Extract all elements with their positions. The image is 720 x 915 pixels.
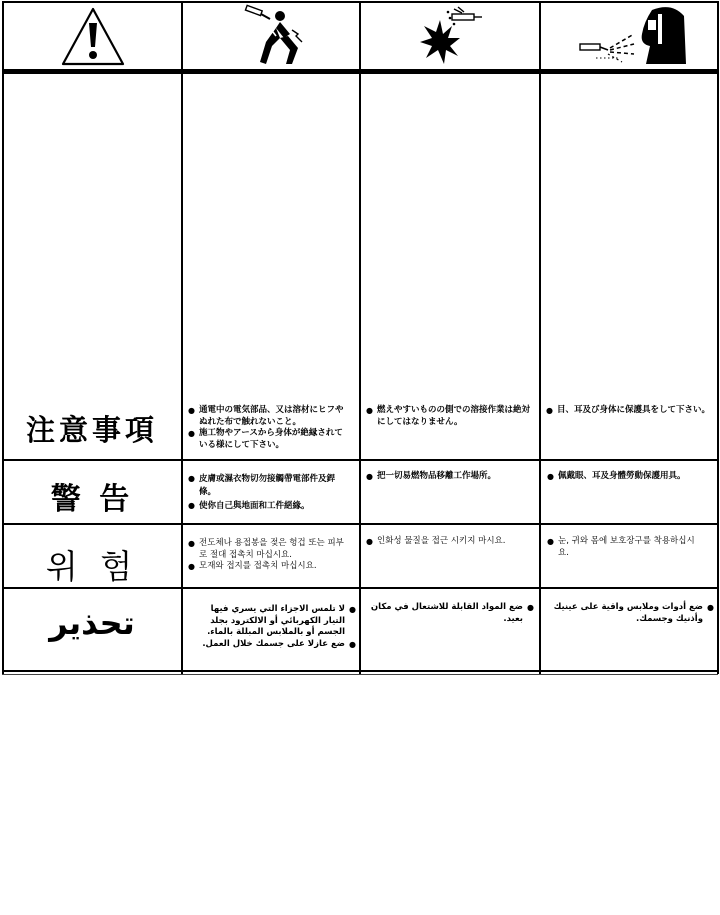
row-label: 注意事項 — [25, 413, 158, 447]
cell-ko-electric — [188, 538, 352, 573]
cell-zh-fire — [366, 471, 532, 483]
cell-ko-fire — [366, 536, 536, 548]
bullet-text: ● 모재와 접지를 접촉치 마십시요. — [188, 561, 352, 573]
electric-shock-icon — [236, 4, 308, 68]
bullet-text: ● ضع أدوات وملابس واقية على عينيك وأذنيك وجسمك. — [544, 602, 714, 625]
table-right-border — [717, 1, 719, 674]
cell-ko-rays — [547, 536, 697, 559]
cell-ar-fire — [364, 602, 534, 625]
row-label: 위 험 — [45, 547, 139, 586]
cell-ja-fire — [366, 405, 532, 428]
bullet-text: ● ضع المواد القابلة للاشتعال في مكان بعيد. — [364, 602, 534, 625]
bullet-text: ● ضع عازلا على جسمك خلال العمل. — [196, 639, 356, 651]
bullet-text: ● 使你自己與地面和工件絕緣。 — [188, 500, 348, 513]
label-chinese — [2, 474, 182, 518]
row-label: تحذير — [49, 604, 135, 642]
cell-ja-rays — [546, 405, 710, 417]
cell-ja-electric — [188, 405, 350, 451]
column-divider — [539, 1, 541, 674]
bullet-text: ● 전도체나 용접봉을 젖은 헝겁 또는 피부로 절대 접촉치 마십시요. — [188, 538, 352, 561]
bullet-text: ● 把一切易燃物品移離工作場所。 — [366, 471, 532, 483]
cell-ar-rays — [544, 602, 714, 625]
bullet-text: ● 佩戴眼、耳及身體勞動保護用具。 — [547, 471, 713, 483]
bullet-text: ● 通電中の電気部品、又は溶材にヒフやぬれた布で触れないこと。 — [188, 405, 350, 428]
bullet-text: ● 皮膚或濕衣物切勿接觸帶電部件及銲條。 — [188, 473, 348, 498]
bullet-text: ● 燃えやすいものの側での溶接作業は絶対にしてはなりません。 — [366, 405, 532, 428]
cell-zh-electric — [188, 473, 348, 513]
cell-ar-electric — [196, 604, 356, 650]
arc-rays-face-shield-icon — [578, 4, 702, 68]
warning-triangle-icon — [60, 4, 126, 68]
row-label: 警 告 — [50, 482, 134, 517]
label-korean — [2, 541, 182, 588]
label-japanese — [2, 408, 182, 449]
cell-zh-rays — [547, 471, 713, 483]
bullet-text: ● لا تلمس الاجزاء التي يسري فيها التيار الكهربائي أو الالكترود بجلد الجسم أو بالملابس المبللة بالماء. — [196, 604, 356, 639]
table-bottom-rule — [2, 674, 718, 675]
column-divider — [359, 1, 361, 674]
bullet-text: ● 인화성 물질을 접근 시키지 마시요. — [366, 536, 536, 548]
label-arabic — [2, 604, 182, 642]
bullet-text: ● 施工物やアースから身体が絶縁されている様にして下さい。 — [188, 428, 350, 451]
fire-explosion-icon — [414, 4, 486, 68]
bullet-text: ● 目、耳及び身体に保護具をして下さい。 — [546, 405, 710, 417]
bullet-text: ● 눈, 귀와 몸에 보호장구를 착용하십시요. — [547, 536, 697, 559]
